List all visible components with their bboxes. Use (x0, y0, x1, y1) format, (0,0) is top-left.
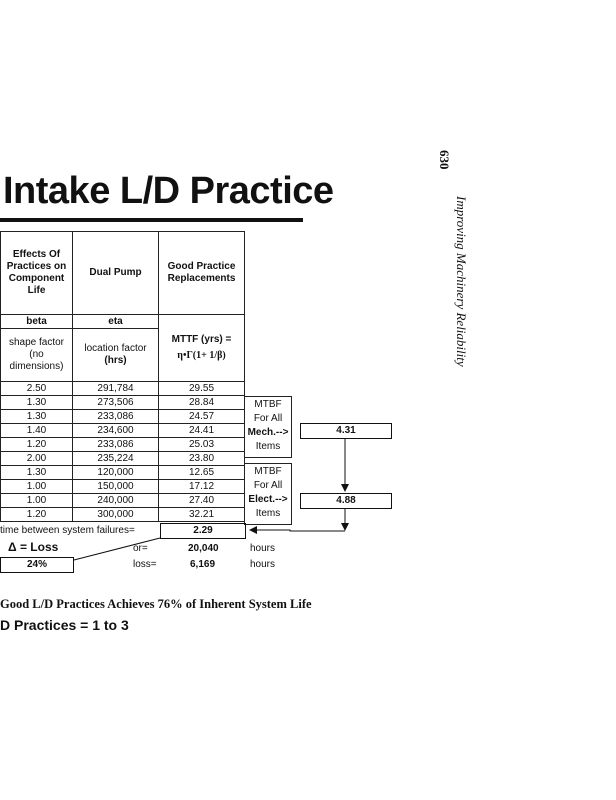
beta-cell: 1.30 (1, 410, 73, 424)
beta-cell: 1.00 (1, 480, 73, 494)
mttf-cell: 24.41 (159, 424, 245, 438)
mttf-cell: 25.03 (159, 438, 245, 452)
location-factor-label: location factor (84, 343, 147, 354)
mtbf-elect-line1: MTBF (254, 466, 282, 477)
mtbf-mech-value: 4.31 (300, 423, 392, 439)
mttf-cell: 29.55 (159, 382, 245, 396)
effects-header: Effects Of Practices on Component Life (1, 232, 73, 315)
mtbf-mech-line4: Items (255, 441, 281, 452)
mttf-cell: 24.57 (159, 410, 245, 424)
time-between-failures-label: time between system failures= (0, 525, 135, 536)
mttf-cell: 28.84 (159, 396, 245, 410)
loss-percent-value: 24% (0, 557, 74, 573)
mtbf-elect-line2: For All (253, 480, 283, 491)
beta-cell: 1.00 (1, 494, 73, 508)
practices-range-line: D Practices = 1 to 3 (0, 617, 129, 633)
eta-cell: 291,784 (73, 382, 159, 396)
eta-cell: 234,600 (73, 424, 159, 438)
mttf-cell: 27.40 (159, 494, 245, 508)
page-title: Intake L/D Practice (3, 170, 334, 212)
beta-cell: 1.30 (1, 466, 73, 480)
dual-pump-header: Dual Pump (73, 232, 159, 315)
mttf-cell: 17.12 (159, 480, 245, 494)
or-unit: hours (250, 543, 276, 554)
beta-cell: 1.20 (1, 438, 73, 452)
eta-header: eta (73, 315, 159, 329)
time-between-failures-value: 2.29 (160, 523, 246, 539)
loss-label: loss= (133, 559, 157, 570)
mttf-label: MTTF (yrs) = (171, 334, 232, 345)
loss-value: 6,169 (190, 559, 216, 570)
shape-factor-desc: shape factor (no dimensions) (1, 329, 73, 382)
loss-unit: hours (250, 559, 276, 570)
mtbf-elect-value: 4.88 (300, 493, 392, 509)
eta-cell: 233,086 (73, 410, 159, 424)
beta-cell: 2.00 (1, 452, 73, 466)
location-factor-unit: (hrs) (104, 355, 127, 366)
book-title: Improving Machinery Reliability (454, 196, 469, 367)
mttf-cell: 12.65 (159, 466, 245, 480)
page-number: 630 (437, 150, 452, 170)
mtbf-elect-line4: Items (255, 508, 281, 519)
eta-cell: 235,224 (73, 452, 159, 466)
or-value: 20,040 (188, 543, 219, 554)
eta-cell: 120,000 (73, 466, 159, 480)
eta-cell: 150,000 (73, 480, 159, 494)
conclusion-line: Good L/D Practices Achieves 76% of Inherent System Life (0, 597, 312, 611)
eta-cell: 273,506 (73, 396, 159, 410)
beta-cell: 2.50 (1, 382, 73, 396)
good-practice-header: Good Practice Replacements (159, 232, 245, 315)
beta-header: beta (1, 315, 73, 329)
mtbf-mech-line3: Mech.--> (247, 427, 289, 438)
eta-cell: 233,086 (73, 438, 159, 452)
beta-cell: 1.20 (1, 508, 73, 522)
mtbf-elect-line3: Elect.--> (248, 494, 288, 505)
mtbf-mech-line1: MTBF (254, 399, 282, 410)
mtbf-mech-line2: For All (253, 413, 283, 424)
mttf-cell: 32.21 (159, 508, 245, 522)
sum-left-arrow (250, 530, 345, 531)
delta-loss-label: Δ = Loss (8, 540, 59, 554)
beta-cell: 1.40 (1, 424, 73, 438)
beta-cell: 1.30 (1, 396, 73, 410)
eta-cell: 300,000 (73, 508, 159, 522)
eta-cell: 240,000 (73, 494, 159, 508)
or-label: or= (133, 543, 148, 554)
mttf-formula: η•Γ(1+ 1/β) (177, 350, 226, 361)
mttf-cell: 23.80 (159, 452, 245, 466)
